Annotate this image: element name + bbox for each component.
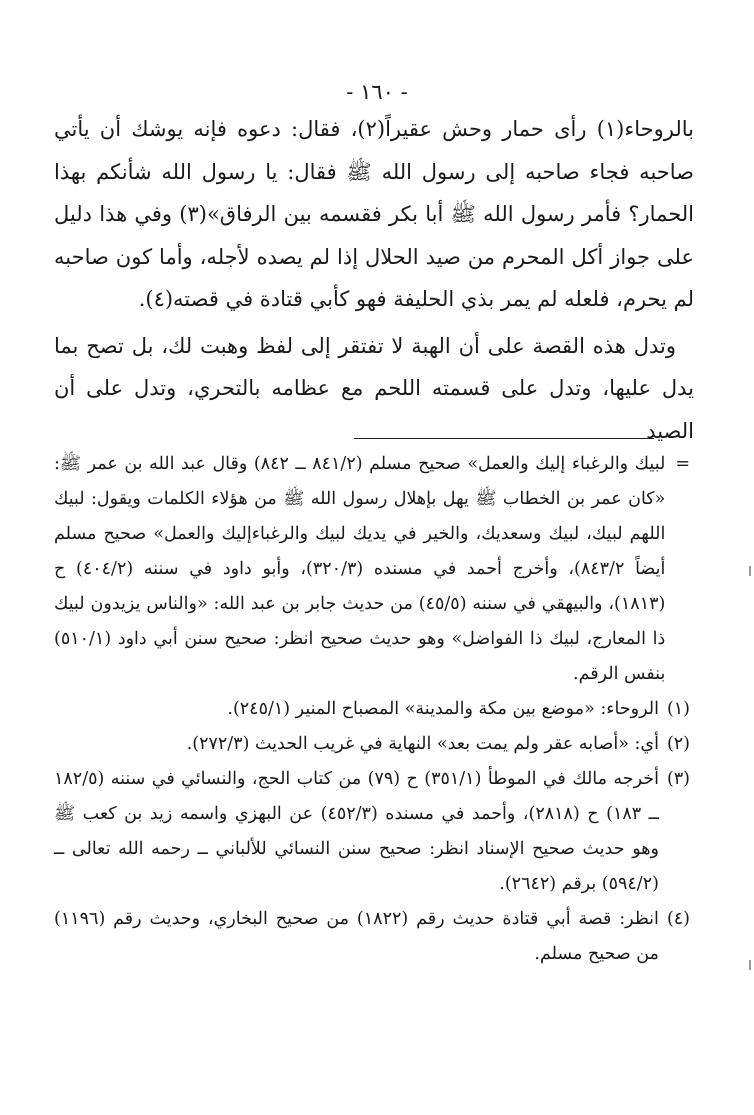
footnote-4 bbox=[54, 902, 690, 972]
scan-margin-mark bbox=[749, 566, 751, 576]
footnote-separator bbox=[354, 438, 654, 439]
main-paragraph-1: بالروحاء(١) رأى حمار وحش عقيراً(٢)، فقال: دعوه فإنه يوشك أن يأتي صاحبه فجاء صاحبه إلى رسول الله ﷺ فقال: يا رسول الله شأنكم بهذا الحمار؟ فأمر رسول الله ﷺ أبا بكر فقسمه بين الرفاق»(٣) وفي هذا دليل على جواز أكل المحرم من صيد الحلال إذا لم يصده لأجله، وأما كون صاحبه لم يحرم، فلعله لم يمر بذي الحليفة فهو كأبي قتادة في قصته(٤). bbox=[54, 117, 695, 311]
footnote-continuation bbox=[54, 447, 690, 692]
footnote-mark: (٣) bbox=[666, 769, 690, 789]
page-number: - ١٦٠ - bbox=[346, 80, 408, 104]
footnote-text: الروحاء: «موضع بين مكة والمدينة» المصباح المنير (٢٤٥/١). bbox=[227, 699, 659, 719]
main-paragraph-2: وتدل هذه القصة على أن الهبة لا تفتقر إلى لفظ وهبت لك، بل تصح بما يدل عليها، وتدل على قسمته اللحم مع عظامه بالتحري، وتدل على أن الصيد bbox=[54, 333, 694, 443]
footnote-text: أي: «أصابه عقر ولم يمت بعد» النهاية في غريب الحديث (٢٧٢/٣). bbox=[186, 734, 659, 754]
footnotes bbox=[54, 447, 690, 972]
footnote-continuation-text: لبيك والرغباء إليك والعمل» صحيح مسلم (٨٤١/٢ ــ ٨٤٢) وقال عبد الله بن عمر ﷺ: «كان عمر بن الخطاب ﷺ يهل بإهلال رسول الله ﷺ من هؤلاء الكلمات ويقول: لبيك اللهم لبيك، لبيك وسعديك، والخير في يديك لبيك والرغباءإليك والعمل» صحيح مسلم أيضاً ٨٤٣/٢)، وأخرج أحمد في مسنده (٣٢٠/٣)، وأبو داود في سننه (٤٠٤/٢) ح (١٨١٣)، والبيهقي في سننه (٤٥/٥) من حديث جابر بن عبد الله: «والناس يزيدون لبيك ذا المعارج، لبيك ذا الفواضل» وهو حديث صحيح انظر: صحيح سنن أبي داود (٥١٠/١) بنفس الرقم. bbox=[54, 454, 666, 684]
footnote-mark: (٢) bbox=[666, 734, 690, 754]
footnote-mark: (١) bbox=[666, 699, 690, 719]
footnote-text: انظر: قصة أبي قتادة حديث رقم (١٨٢٢) من صحيح البخاري، وحديث رقم (١١٩٦) من صحيح مسلم. bbox=[54, 909, 659, 964]
footnote-3 bbox=[54, 762, 690, 902]
main-text bbox=[54, 108, 694, 452]
footnote-1 bbox=[54, 692, 690, 727]
footnote-continuation-mark: = bbox=[675, 454, 690, 474]
footnote-2 bbox=[54, 727, 690, 762]
footnote-text: أخرجه مالك في الموطأ (٣٥١/١) ح (٧٩) من كتاب الحج، والنسائي في سننه (١٨٢/٥ ــ ١٨٣) ح (٢٨١٨)، وأحمد في مسنده (٤٥٢/٣) عن البهزي واسمه زيد بن كعب ﷺ وهو حديث صحيح الإسناد انظر: صحيح سنن النسائي للألباني ــ رحمه الله تعالى ــ (٥٩٤/٢) برقم (٢٦٤٢). bbox=[54, 769, 659, 894]
scan-margin-mark bbox=[749, 960, 751, 970]
footnote-mark: (٤) bbox=[666, 909, 690, 929]
